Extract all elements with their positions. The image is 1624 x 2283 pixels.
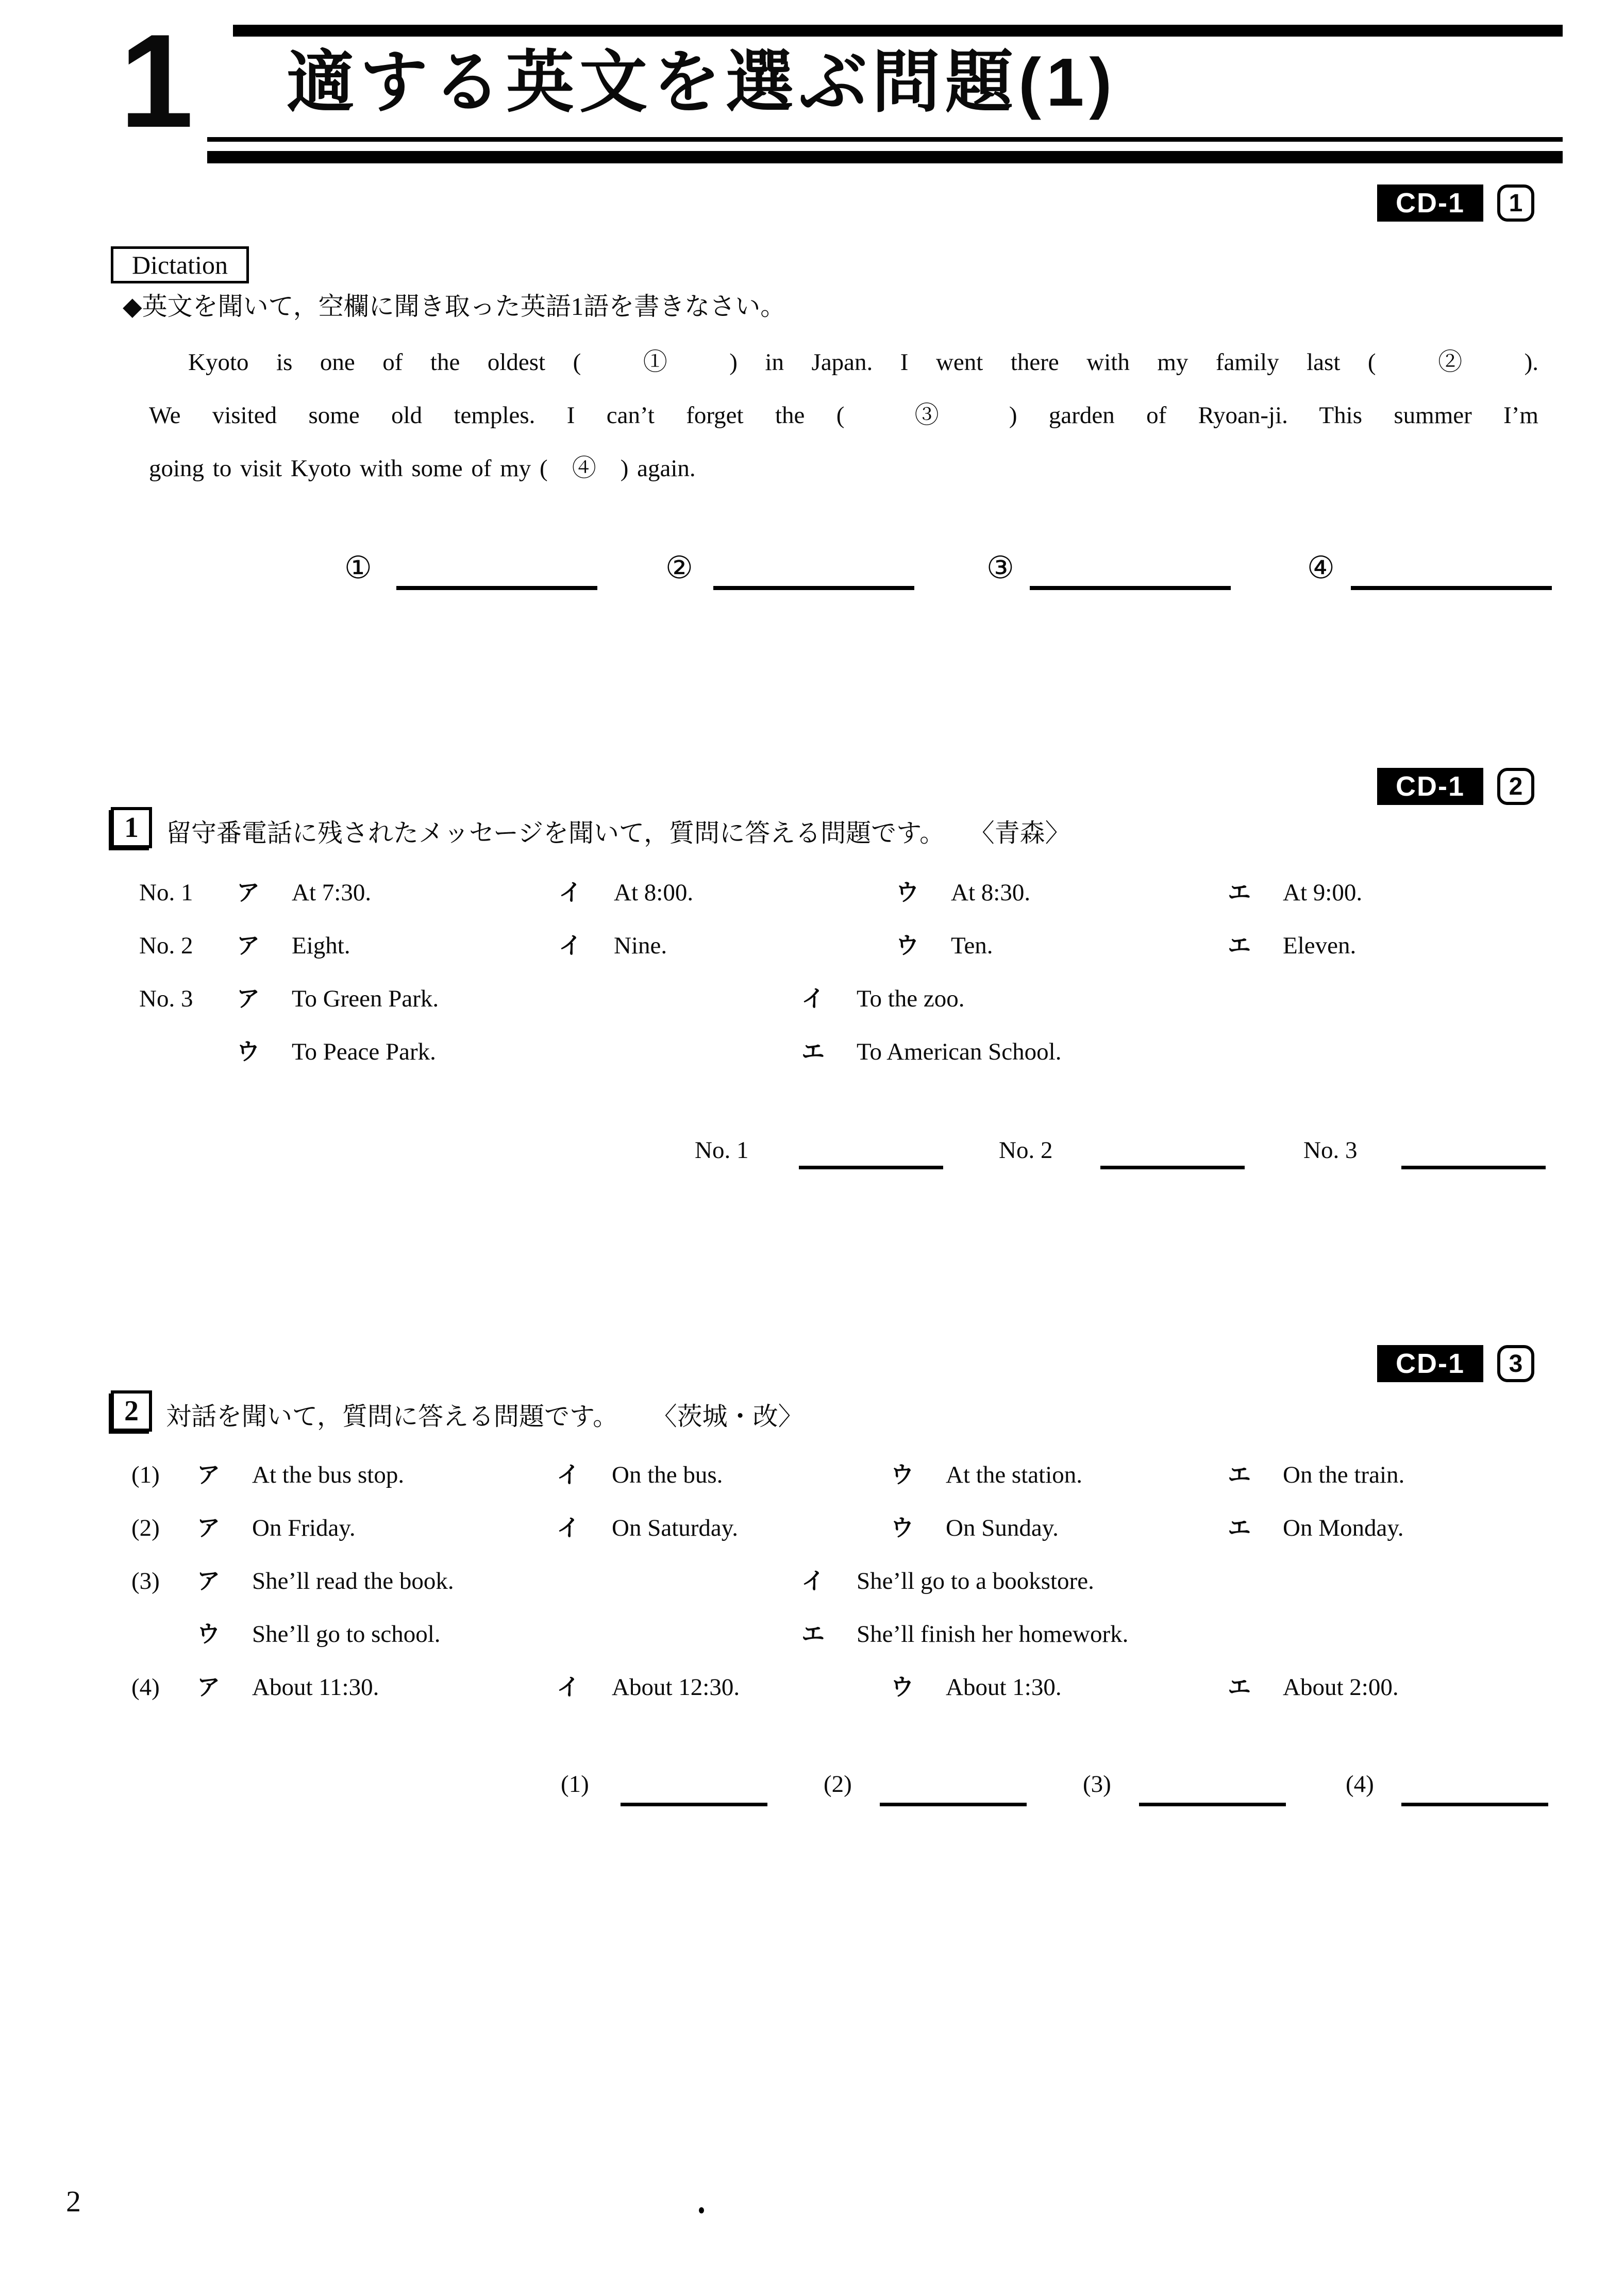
option-kana: ア <box>197 1674 221 1700</box>
question-label: No. 1 <box>139 879 193 906</box>
option-kana: イ <box>559 932 582 959</box>
option-text: She’ll go to school. <box>252 1621 441 1648</box>
cd-track-number: 2 <box>1497 768 1534 805</box>
dictation-answer-blank[interactable] <box>1030 586 1231 590</box>
section-2-prompt: 対話を聞いて，質問に答える問題です。 <box>166 1402 618 1431</box>
dictation-answer-blank[interactable] <box>396 586 597 590</box>
title-rule-bottom <box>207 151 1563 163</box>
answer-label: No. 2 <box>999 1137 1053 1164</box>
answer-blank[interactable] <box>1401 1166 1546 1169</box>
question-label <box>131 1619 197 1650</box>
section-2-number-box: 2 <box>111 1390 152 1432</box>
question-label: No. 2 <box>139 932 193 959</box>
option-kana: イ <box>557 1515 580 1541</box>
option-text: To the zoo. <box>857 985 965 1012</box>
option-text: On Saturday. <box>612 1515 738 1541</box>
dictation-answer-number: ② <box>665 550 693 586</box>
option-kana: ウ <box>237 1038 260 1065</box>
option-text: Eight. <box>292 932 350 959</box>
question-row-no3 <box>139 984 964 1014</box>
dictation-passage <box>149 336 1538 495</box>
option-kana: エ <box>1228 1515 1251 1541</box>
option-kana: ア <box>197 1462 221 1488</box>
option-text: On the bus. <box>612 1462 723 1488</box>
option-kana: エ <box>801 1038 825 1065</box>
question-row-2 <box>131 1513 1404 1543</box>
option-text: She’ll read the book. <box>252 1568 454 1594</box>
option-text: About 11:30. <box>252 1674 379 1701</box>
answer-blank[interactable] <box>1139 1803 1286 1806</box>
option-kana: エ <box>1228 1462 1251 1488</box>
answer-blank[interactable] <box>1401 1803 1548 1806</box>
scan-speck <box>699 2207 704 2213</box>
question-label: (4) <box>131 1674 160 1701</box>
option-text: She’ll go to a bookstore. <box>857 1568 1094 1594</box>
option-kana: ア <box>237 932 260 959</box>
option-kana: イ <box>557 1462 580 1488</box>
answer-label: No. 3 <box>1303 1137 1358 1164</box>
title-rule-mid <box>207 137 1563 142</box>
option-kana: ウ <box>896 932 919 959</box>
option-text: At 7:30. <box>292 879 372 906</box>
question-row-3-cont <box>131 1619 1128 1650</box>
answer-blank[interactable] <box>880 1803 1027 1806</box>
question-row-3 <box>131 1566 1094 1597</box>
cd-badge-2 <box>1377 768 1534 805</box>
option-kana: エ <box>1228 1674 1251 1700</box>
cd-track-number: 3 <box>1497 1345 1534 1382</box>
option-text: Eleven. <box>1283 932 1357 959</box>
dictation-answer-blank[interactable] <box>713 586 914 590</box>
option-text: She’ll finish her homework. <box>857 1621 1129 1648</box>
option-text: About 12:30. <box>612 1674 740 1701</box>
section-1-prompt: 留守番電話に残されたメッセージを聞いて，質問に答える問題です。 <box>166 819 945 847</box>
option-text: About 1:30. <box>946 1674 1062 1701</box>
option-text: At the bus stop. <box>252 1462 405 1488</box>
option-kana: ア <box>237 985 260 1012</box>
cd-badge-3 <box>1377 1345 1534 1382</box>
answer-label: (3) <box>1083 1771 1111 1798</box>
answer-blank[interactable] <box>799 1166 943 1169</box>
option-text: At 9:00. <box>1283 879 1363 906</box>
dictation-label-box: Dictation <box>111 246 249 283</box>
option-text: On Sunday. <box>946 1515 1059 1541</box>
page-title: 適する英文を選ぶ問題(1) <box>287 44 1117 120</box>
answer-blank[interactable] <box>621 1803 767 1806</box>
dictation-answer-number: ④ <box>1307 550 1335 586</box>
answer-blank[interactable] <box>1100 1166 1245 1169</box>
question-row-no2 <box>139 931 1356 961</box>
cd-label: CD-1 <box>1377 768 1483 805</box>
option-kana: ア <box>197 1568 221 1594</box>
dictation-answer-blank[interactable] <box>1351 586 1552 590</box>
section-2-heading <box>166 1397 803 1433</box>
unit-number: 1 <box>120 6 191 155</box>
option-text: On Monday. <box>1283 1515 1404 1541</box>
option-kana: エ <box>801 1621 825 1647</box>
option-kana: ウ <box>197 1621 221 1647</box>
cd-label: CD-1 <box>1377 184 1483 222</box>
dictation-answer-number: ① <box>344 550 372 586</box>
option-text: To Green Park. <box>292 985 439 1012</box>
option-kana: ウ <box>891 1515 914 1541</box>
option-text: On the train. <box>1283 1462 1405 1488</box>
section-1-heading <box>166 813 1070 849</box>
option-kana: ウ <box>891 1462 914 1488</box>
question-label: No. 3 <box>139 985 193 1012</box>
title-rule-top <box>233 25 1563 37</box>
option-kana: ウ <box>891 1674 914 1700</box>
cd-badge-1 <box>1377 184 1534 222</box>
option-text: On Friday. <box>252 1515 356 1541</box>
option-kana: エ <box>1228 879 1251 905</box>
option-kana: エ <box>1228 932 1251 959</box>
option-kana: ア <box>237 879 260 905</box>
answer-label: No. 1 <box>695 1137 749 1164</box>
dictation-instruction: ◆英文を聞いて，空欄に聞き取った英語1語を書きなさい。 <box>123 292 786 321</box>
passage-line: We visited some old temples. I can’t forget the ( ③ ) garden of Ryoan-ji. This summer I’m <box>149 402 1538 429</box>
option-kana: イ <box>801 985 825 1012</box>
question-row-1 <box>131 1460 1404 1490</box>
option-text: To Peace Park. <box>292 1038 436 1065</box>
option-text: To American School. <box>857 1038 1062 1065</box>
question-label: (2) <box>131 1515 160 1541</box>
option-text: At 8:00. <box>614 879 694 906</box>
answer-label: (1) <box>561 1771 589 1798</box>
section-2-source: 〈茨城・改〉 <box>664 1402 803 1431</box>
question-row-no1 <box>139 878 1362 908</box>
option-kana: イ <box>801 1568 825 1594</box>
passage-line: going to visit Kyoto with some of my ( ④ ) again. <box>149 455 696 482</box>
option-text: At the station. <box>946 1462 1083 1488</box>
section-1-number-box: 1 <box>111 807 152 848</box>
cd-label: CD-1 <box>1377 1345 1483 1382</box>
passage-line: Kyoto is one of the oldest ( ① ) in Japan. I went there with my family last ( ② ). <box>188 349 1538 376</box>
option-text: About 2:00. <box>1283 1674 1399 1701</box>
answer-label: (2) <box>824 1771 852 1798</box>
cd-track-number: 1 <box>1497 184 1534 222</box>
option-kana: イ <box>559 879 582 905</box>
option-kana: ウ <box>896 879 919 905</box>
question-label <box>139 1037 237 1067</box>
option-kana: イ <box>557 1674 580 1700</box>
option-text: Nine. <box>614 932 667 959</box>
option-text: At 8:30. <box>951 879 1031 906</box>
question-row-4 <box>131 1672 1399 1703</box>
page-number: 2 <box>66 2185 81 2218</box>
answer-label: (4) <box>1346 1771 1374 1798</box>
section-1-source: 〈青森〉 <box>982 819 1070 847</box>
question-label: (1) <box>131 1462 160 1488</box>
question-row-no3-cont <box>139 1037 1061 1067</box>
option-kana: ア <box>197 1515 221 1541</box>
dictation-answer-number: ③ <box>986 550 1014 586</box>
option-text: Ten. <box>951 932 993 959</box>
question-label: (3) <box>131 1568 160 1594</box>
